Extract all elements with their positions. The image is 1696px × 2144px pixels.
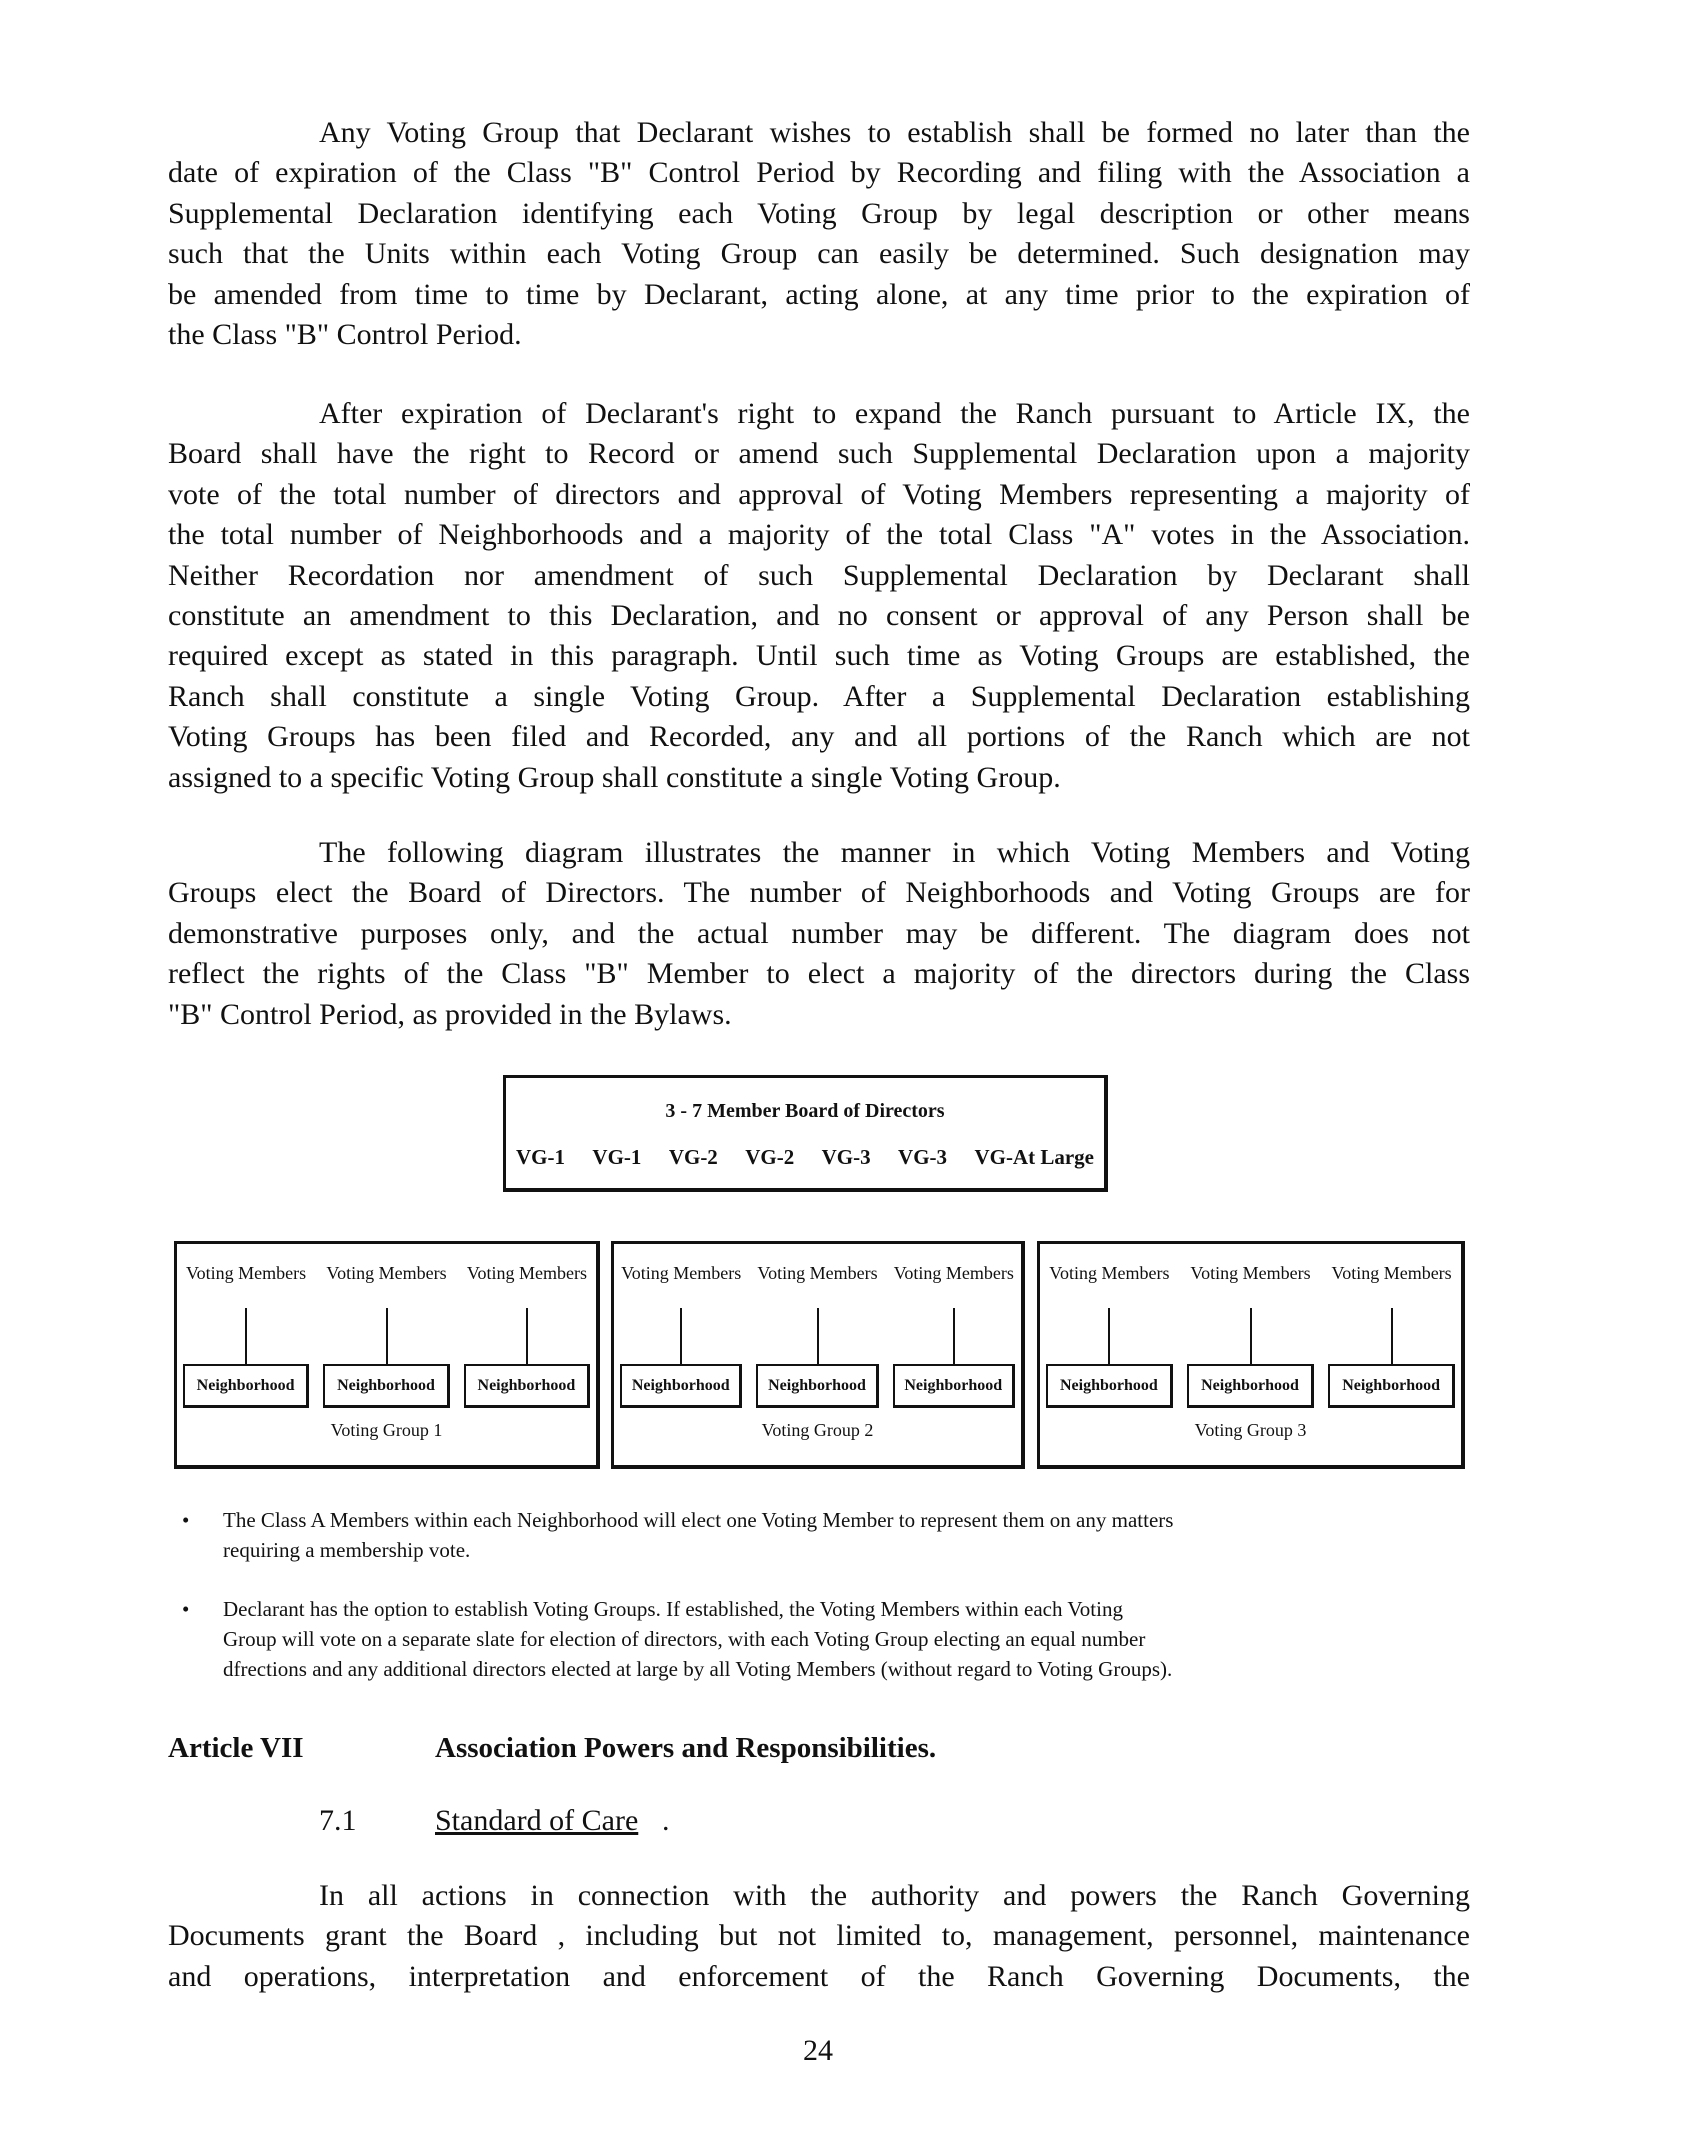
section-title: Standard of Care — [435, 1804, 639, 1837]
section-number: 7.1 — [319, 1804, 357, 1837]
text-line: date of expiration of the Class "B" Control Period by Recording and filing with the Association a — [168, 156, 1470, 190]
text-line: Ranch shall constitute a single Voting Group. After a Supplemental Declaration establishing — [168, 679, 1470, 713]
text-line: Board shall have the right to Record or amend such Supplemental Declaration upon a majority — [168, 437, 1470, 471]
neighborhood-box: Neighborhood — [183, 1364, 309, 1408]
text-line: such that the Units within each Voting Group can easily be determined. Such designation may — [168, 237, 1470, 271]
article-title: Association Powers and Responsibilities. — [435, 1732, 937, 1764]
text-line: constitute an amendment to this Declaration, and no consent or approval of any Person shall be — [168, 599, 1470, 633]
text-line: Documents grant the Board , including but not limited to, management, personnel, maintenance — [168, 1919, 1470, 1953]
seat: VG-2 — [745, 1145, 795, 1169]
voting-group-1-box — [174, 1241, 600, 1469]
text-line: reflect the rights of the Class "B" Member to elect a majority of the directors during the Class — [168, 957, 1470, 991]
connector-line — [245, 1308, 247, 1364]
paragraph-diagram-intro — [168, 833, 1470, 1035]
text-line: demonstrative purposes only, and the actual number may be different. The diagram does not — [168, 916, 1470, 950]
text-line: After expiration of Declarant's right to expand the Ranch pursuant to Article IX, the — [319, 397, 1470, 430]
voting-members-label: Voting Members — [1190, 1263, 1311, 1283]
text-line: Any Voting Group that Declarant wishes to establish shall be formed no later than the — [319, 116, 1470, 149]
board-of-directors-box — [503, 1075, 1108, 1192]
voting-group-label: Voting Group 3 — [1194, 1420, 1307, 1440]
text-line: Group will vote on a separate slate for election of directors, with each Voting Group electing an equal number — [223, 1627, 1146, 1651]
connector-line — [526, 1308, 528, 1364]
text-line: In all actions in connection with the authority and powers the Ranch Governing — [319, 1879, 1470, 1912]
voting-group-label: Voting Group 1 — [330, 1420, 443, 1440]
seat: VG-At Large — [974, 1145, 1094, 1169]
seat: VG-1 — [516, 1145, 565, 1169]
voting-members-label: Voting Members — [893, 1263, 1014, 1283]
voting-group-2-box — [611, 1241, 1025, 1469]
article-number: Article VII — [168, 1732, 304, 1764]
connector-line — [1391, 1308, 1393, 1364]
neighborhood-box: Neighborhood — [323, 1364, 449, 1408]
bullet-icon: • — [182, 1508, 190, 1532]
text-line: Voting Groups has been filed and Recorded, any and all portions of the Ranch which are not — [168, 720, 1470, 754]
connector-line — [953, 1308, 955, 1364]
seat: VG-2 — [668, 1145, 718, 1169]
text-line: requiring a membership vote. — [223, 1538, 471, 1562]
text-line: the Class "B" Control Period. — [168, 318, 522, 352]
page-number: 24 — [803, 2034, 833, 2067]
text-line: assigned to a specific Voting Group shall constitute a single Voting Group. — [168, 760, 1061, 794]
text-line: "B" Control Period, as provided in the Bylaws. — [168, 997, 732, 1031]
text-line: Declarant has the option to establish Voting Groups. If established, the Voting Members within each Voting — [223, 1597, 1123, 1621]
text-line: and operations, interpretation and enforcement of the Ranch Governing Documents, the — [168, 1959, 1470, 1993]
neighborhood-box: Neighborhood — [1328, 1364, 1455, 1408]
connector-line — [680, 1308, 682, 1364]
text-line: The Class A Members within each Neighborhood will elect one Voting Member to represent them on any matters — [223, 1508, 1174, 1532]
bullet-item — [182, 1594, 1472, 1684]
text-line: vote of the total number of directors and approval of Voting Members representing a majority of — [168, 477, 1470, 511]
text-line: dfrections and any additional directors elected at large by all Voting Members (without regard to Voting Groups). — [223, 1657, 1173, 1681]
text-line: required except as stated in this paragraph. Until such time as Voting Groups are established, the — [168, 639, 1470, 673]
voting-group-3-box — [1037, 1241, 1465, 1469]
neighborhood-box: Neighborhood — [893, 1364, 1015, 1408]
paragraph-board-amendment — [168, 394, 1470, 798]
text-line: the total number of Neighborhoods and a majority of the total Class "A" votes in the Association. — [168, 518, 1470, 552]
voting-members-label: Voting Members — [621, 1263, 742, 1283]
text-line: Groups elect the Board of Directors. The number of Neighborhoods and Voting Groups are for — [168, 876, 1470, 910]
voting-members-label: Voting Members — [466, 1263, 587, 1283]
text-line: be amended from time to time by Declarant, acting alone, at any time prior to the expiration of — [168, 277, 1470, 311]
seat: VG-3 — [821, 1145, 871, 1169]
bullet-icon: • — [182, 1597, 190, 1621]
paragraph-voting-group-formation — [168, 113, 1470, 355]
seat: VG-3 — [898, 1145, 948, 1169]
neighborhood-box: Neighborhood — [620, 1364, 742, 1408]
connector-line — [1108, 1308, 1110, 1364]
board-seats — [506, 1145, 1104, 1170]
text-line: The following diagram illustrates the manner in which Voting Members and Voting — [319, 836, 1470, 869]
neighborhood-box: Neighborhood — [756, 1364, 878, 1408]
neighborhood-box: Neighborhood — [464, 1364, 590, 1408]
voting-members-label: Voting Members — [757, 1263, 878, 1283]
voting-members-label: Voting Members — [1331, 1263, 1452, 1283]
connector-line — [817, 1308, 819, 1364]
seat: VG-1 — [592, 1145, 642, 1169]
connector-line — [386, 1308, 388, 1364]
neighborhood-box: Neighborhood — [1187, 1364, 1314, 1408]
paragraph-standard-of-care — [168, 1876, 1470, 1997]
connector-line — [1250, 1308, 1252, 1364]
voting-members-label: Voting Members — [1049, 1263, 1170, 1283]
text-line: Supplemental Declaration identifying each Voting Group by legal description or other means — [168, 196, 1470, 230]
bullet-item — [182, 1505, 1472, 1565]
text-line: Neither Recordation nor amendment of such Supplemental Declaration by Declarant shall — [168, 558, 1470, 592]
neighborhood-box: Neighborhood — [1046, 1364, 1173, 1408]
voting-members-label: Voting Members — [326, 1263, 447, 1283]
board-title: 3 - 7 Member Board of Directors — [665, 1100, 945, 1122]
voting-members-label: Voting Members — [185, 1263, 307, 1283]
voting-group-label: Voting Group 2 — [761, 1420, 874, 1440]
